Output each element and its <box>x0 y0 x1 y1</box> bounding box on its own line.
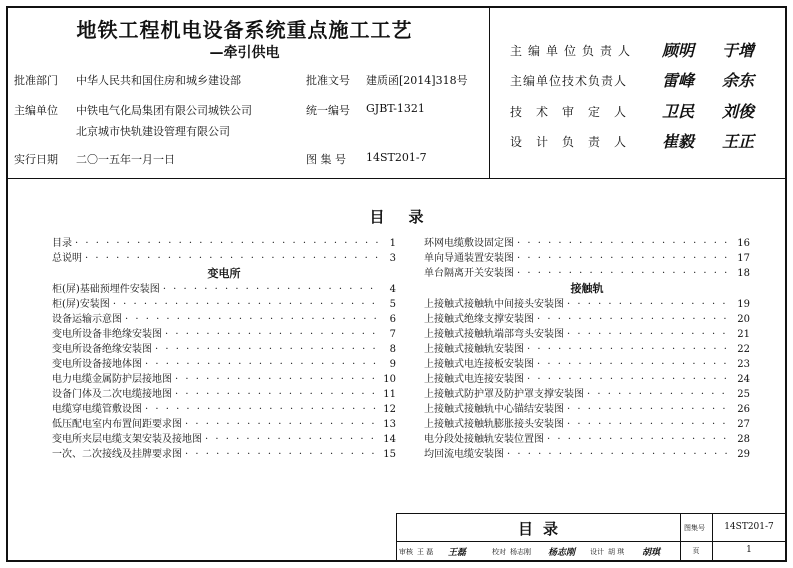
toc-heading: 目录 <box>369 208 448 226</box>
toc-entry-title: 变电所夹层电缆支架安装及接地图 <box>52 434 202 445</box>
atlas-no: 14ST201-7 <box>366 151 427 164</box>
toc-entry-title: 一次、二次接线及挂牌要求图 <box>52 449 182 460</box>
toc-entry-title: 上接触式电连接板安装图 <box>424 359 534 370</box>
dot-leader <box>165 327 379 342</box>
toc-entry-title: 变电所设备非绝缘安装图 <box>52 329 162 340</box>
dot-leader <box>517 236 733 251</box>
toc-entry-page: 17 <box>737 253 750 264</box>
toc-entry-page: 22 <box>737 344 750 355</box>
dot-leader <box>527 372 733 387</box>
editor-unit-2: 北京城市快轨建设管理有限公司 <box>76 125 230 138</box>
toc-entry-page: 19 <box>737 299 750 310</box>
toc-entry-page: 4 <box>389 284 396 295</box>
title-block-atlas-no: 14ST201-7 <box>724 522 774 532</box>
toc-entry-title: 单向导通装置安装图 <box>424 253 514 264</box>
editor-unit-1: 中铁电气化局集团有限公司城铁公司 <box>76 104 252 117</box>
toc-entry[interactable] <box>52 236 396 251</box>
check-name: 杨志刚 <box>510 548 531 556</box>
toc-entry-title: 上接触式接触轨中心锚结安装图 <box>424 404 564 415</box>
dot-leader <box>205 432 379 447</box>
document-title: 地铁工程机电设备系统重点施工工艺 <box>76 18 413 42</box>
toc-entry-title: 环网电缆敷设固定图 <box>424 238 514 249</box>
title-block-row-divider <box>396 541 786 542</box>
toc-entry[interactable] <box>52 327 396 342</box>
toc-entry[interactable] <box>52 402 396 417</box>
toc-entry[interactable] <box>52 357 396 372</box>
resp-signature-designer-1: 崔毅 <box>662 132 695 151</box>
effective-date: 二〇一五年一月一日 <box>76 153 175 166</box>
dot-leader <box>113 297 379 312</box>
design-signature: 胡琪 <box>642 548 661 558</box>
toc-entry-page: 24 <box>737 374 750 385</box>
resp-signature-designer-2: 王正 <box>722 132 755 151</box>
toc-entry-page: 9 <box>389 359 396 370</box>
toc-entry-page: 8 <box>389 344 396 355</box>
resp-signature-reviewer-2: 刘俊 <box>722 102 755 121</box>
toc-entry[interactable] <box>52 297 396 312</box>
toc-entry-title: 上接触式防护罩及防护罩支撑安装图 <box>424 389 584 400</box>
title-block-page-no: 1 <box>746 545 752 555</box>
atlas-no-label: 图 集 号 <box>306 153 346 166</box>
dot-leader <box>175 372 379 387</box>
toc-entry-title: 设备运输示意图 <box>52 314 122 325</box>
toc-entry-page: 25 <box>737 389 750 400</box>
toc-entry-page: 28 <box>737 434 750 445</box>
resp-signature-tech-2: 余东 <box>722 71 755 90</box>
toc-entry[interactable] <box>52 342 396 357</box>
title-block-page-label: 页 <box>692 547 700 555</box>
toc-right-column <box>424 236 750 462</box>
document-subtitle: —牵引供电 <box>209 45 280 61</box>
unified-no-label: 统一编号 <box>306 104 350 117</box>
header-divider <box>7 178 786 179</box>
toc-left-column <box>52 236 396 462</box>
toc-entry-title: 上接触式绝缘支撑安装图 <box>424 314 534 325</box>
dot-leader <box>75 236 379 251</box>
toc-entry-page: 23 <box>737 359 750 370</box>
toc-section-substation: 变电所 <box>207 267 241 280</box>
resp-role-chief: 主编单位负责人 <box>510 44 637 58</box>
toc-entry-page: 18 <box>737 268 750 279</box>
toc-entry[interactable] <box>52 372 396 387</box>
toc-entry-title: 上接触式接触轨安装图 <box>424 344 524 355</box>
toc-entry-page: 14 <box>383 434 396 445</box>
resp-signature-tech-1: 雷峰 <box>662 71 695 90</box>
toc-entry-title: 电缆穿电缆管敷设图 <box>52 404 142 415</box>
toc-entry[interactable] <box>424 236 750 251</box>
dot-leader <box>517 251 733 266</box>
dot-leader <box>587 387 733 402</box>
resp-signature-chief-1: 顾明 <box>662 41 695 60</box>
toc-entry-page: 1 <box>389 238 396 249</box>
dot-leader <box>567 297 733 312</box>
toc-entry[interactable] <box>424 402 750 417</box>
resp-role-tech: 主编单位技术负责人 <box>510 74 628 88</box>
dot-leader <box>567 402 733 417</box>
toc-entry-title: 低压配电室内布置间距要求图 <box>52 419 182 430</box>
dot-leader <box>85 251 379 266</box>
toc-entry-page: 5 <box>389 299 396 310</box>
toc-entry-page: 15 <box>383 449 396 460</box>
effective-date-label: 实行日期 <box>14 153 58 166</box>
toc-entry-title: 均回流电缆安装图 <box>424 449 504 460</box>
toc-entry-page: 21 <box>737 329 750 340</box>
dot-leader <box>125 312 379 327</box>
toc-entry-page: 6 <box>389 314 396 325</box>
approval-dept-label: 批准部门 <box>14 74 58 87</box>
toc-entry[interactable] <box>52 387 396 402</box>
toc-entry-title: 单台隔离开关安装图 <box>424 268 514 279</box>
title-block-atlas-label: 图集号 <box>684 524 705 532</box>
dot-leader <box>537 312 733 327</box>
dot-leader <box>567 327 733 342</box>
dot-leader <box>145 402 379 417</box>
toc-entry-page: 10 <box>383 374 396 385</box>
dot-leader <box>175 387 379 402</box>
toc-entry[interactable] <box>424 432 750 447</box>
toc-entry-page: 16 <box>737 238 750 249</box>
toc-entry[interactable] <box>52 312 396 327</box>
dot-leader <box>527 342 733 357</box>
toc-entry[interactable] <box>424 372 750 387</box>
toc-entry-page: 13 <box>383 419 396 430</box>
toc-section-contact-rail: 接触轨 <box>570 282 604 295</box>
resp-role-reviewer: 技术审定人 <box>510 105 641 119</box>
toc-entry-title: 电力电缆金属防护层接地图 <box>52 374 172 385</box>
toc-entry[interactable] <box>424 312 750 327</box>
toc-entry-title: 变电所设备绝缘安装图 <box>52 344 152 355</box>
dot-leader <box>185 417 379 432</box>
dot-leader <box>185 447 379 462</box>
toc-entry[interactable] <box>52 447 396 462</box>
toc-entry-page: 29 <box>737 449 750 460</box>
design-name: 胡 琪 <box>608 548 625 556</box>
title-block-title: 目录 <box>517 520 568 538</box>
toc-entry[interactable] <box>52 251 396 266</box>
toc-entry-title: 柜(屏)安装图 <box>52 299 110 310</box>
toc-entry-page: 26 <box>737 404 750 415</box>
toc-entry[interactable] <box>424 357 750 372</box>
dot-leader <box>163 282 379 297</box>
toc-entry-page: 11 <box>383 389 396 400</box>
resp-role-designer: 设计负责人 <box>510 135 641 149</box>
dot-leader <box>517 266 733 281</box>
toc-entry[interactable] <box>424 266 750 281</box>
resp-signature-reviewer-1: 卫民 <box>662 102 695 121</box>
toc-entry-page: 27 <box>737 419 750 430</box>
toc-entry-title: 上接触式接触轨中间接头安装图 <box>424 299 564 310</box>
toc-entry-page: 7 <box>389 329 396 340</box>
unified-no: GJBT-1321 <box>366 102 425 115</box>
review-label: 审核 <box>399 548 413 556</box>
toc-entry-title: 柜(屏)基础预埋件安装图 <box>52 284 160 295</box>
toc-entry-title: 电分段处接触轨安装位置图 <box>424 434 544 445</box>
review-signature: 王磊 <box>448 548 467 558</box>
toc-entry[interactable] <box>424 417 750 432</box>
toc-entry[interactable] <box>52 432 396 447</box>
approval-dept: 中华人民共和国住房和城乡建设部 <box>76 74 241 87</box>
header-vertical-divider <box>489 7 490 179</box>
resp-signature-chief-2: 于增 <box>722 41 755 60</box>
toc-entry-page: 3 <box>389 253 396 264</box>
check-label: 校对 <box>492 548 506 556</box>
toc-entry[interactable] <box>52 282 396 297</box>
toc-entry-page: 12 <box>383 404 396 415</box>
toc-entry-title: 上接触式接触轨膨胀接头安装图 <box>424 419 564 430</box>
toc-entry-title: 总说明 <box>52 253 82 264</box>
design-label: 设计 <box>590 548 604 556</box>
dot-leader <box>145 357 379 372</box>
toc-entry[interactable] <box>424 297 750 312</box>
dot-leader <box>537 357 733 372</box>
approval-doc-label: 批准文号 <box>306 74 350 87</box>
toc-entry[interactable] <box>424 447 750 462</box>
dot-leader <box>547 432 733 447</box>
toc-entry-title: 上接触式接触轨端部弯头安装图 <box>424 329 564 340</box>
toc-entry-title: 上接触式电连接安装图 <box>424 374 524 385</box>
review-name: 王 磊 <box>417 548 434 556</box>
toc-entry[interactable] <box>424 327 750 342</box>
toc-entry-title: 变电所设备接地体图 <box>52 359 142 370</box>
toc-entry[interactable] <box>424 342 750 357</box>
dot-leader <box>507 447 733 462</box>
editor-label: 主编单位 <box>14 104 58 117</box>
toc-entry-title: 设备门体及二次电缆接地图 <box>52 389 172 400</box>
toc-entry-page: 20 <box>737 314 750 325</box>
toc-entry[interactable] <box>424 387 750 402</box>
dot-leader <box>567 417 733 432</box>
toc-entry-title: 目录 <box>52 238 72 249</box>
approval-doc: 建质函[2014]318号 <box>366 74 468 87</box>
toc-entry[interactable] <box>424 251 750 266</box>
check-signature: 杨志刚 <box>548 548 576 558</box>
dot-leader <box>155 342 379 357</box>
toc-entry[interactable] <box>52 417 396 432</box>
